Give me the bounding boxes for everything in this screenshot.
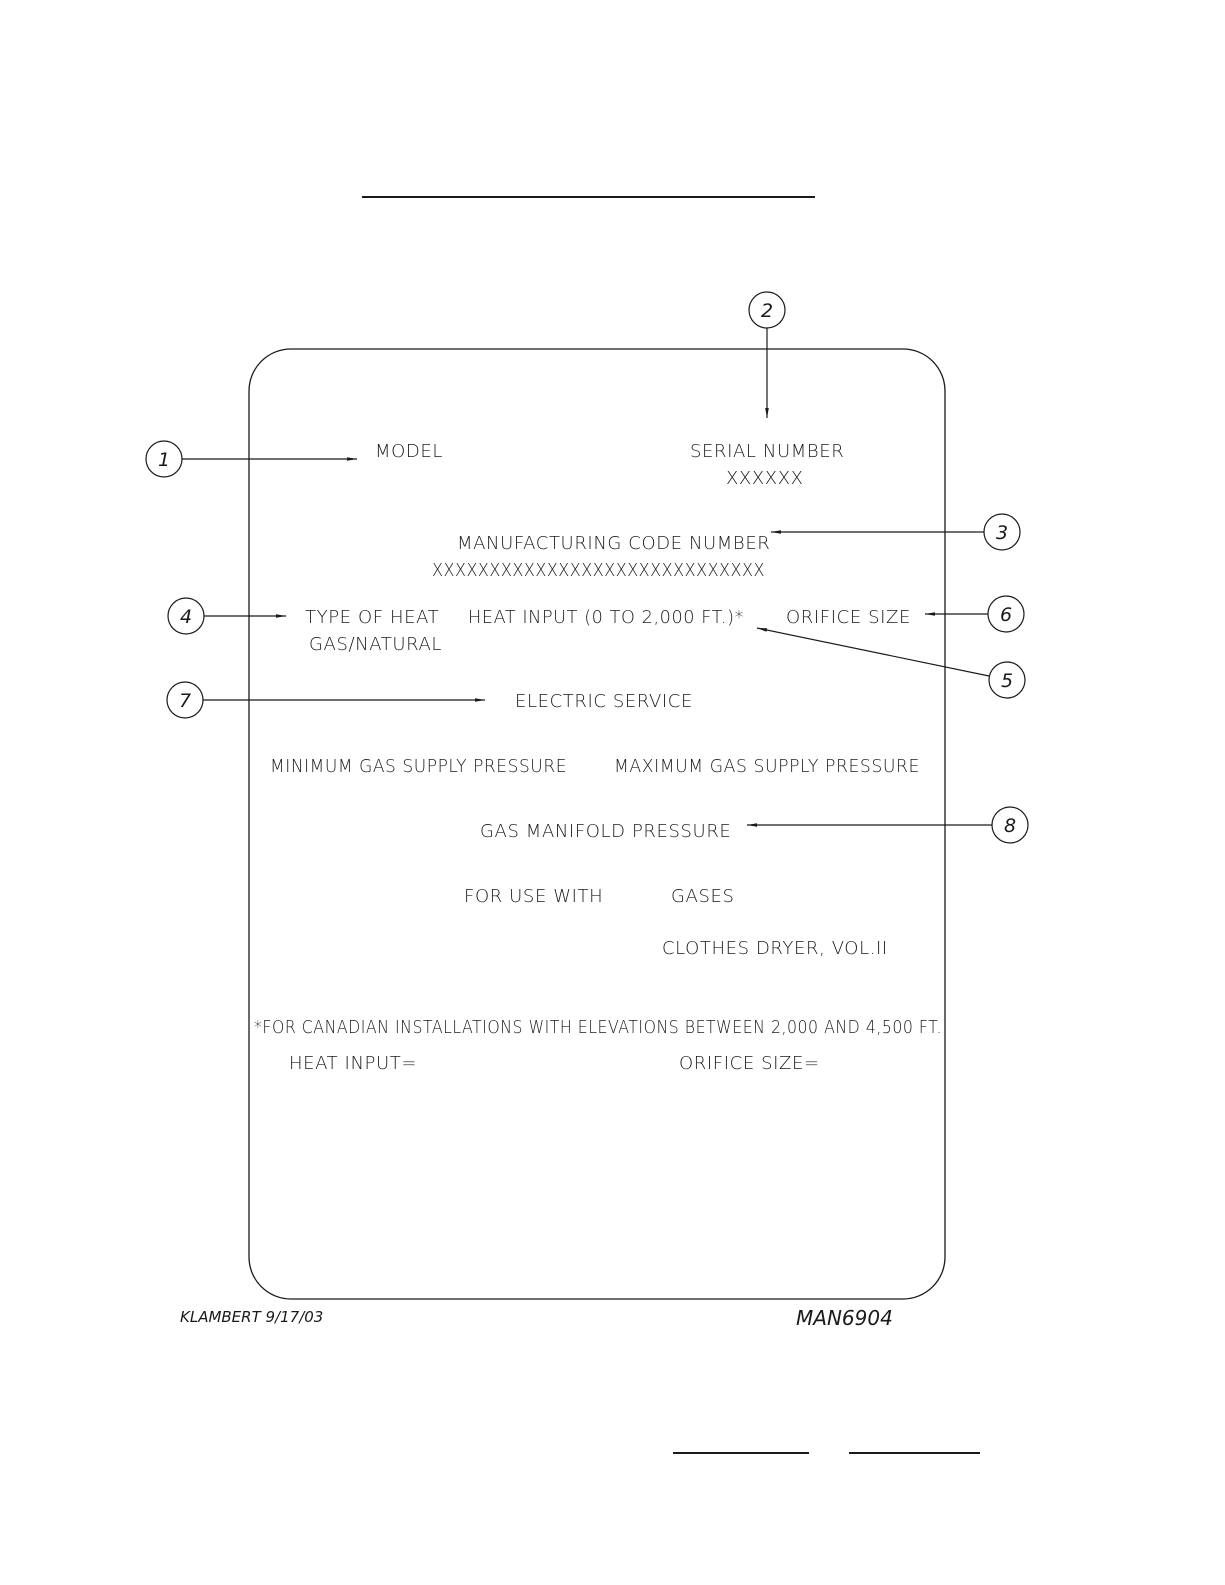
min-gas-pressure-label: MINIMUM GAS SUPPLY PRESSURE [270,756,567,777]
callout-5 [757,628,1025,698]
svg-text:3: 3 [995,522,1009,544]
heat-input-label: HEAT INPUT (0 TO 2,000 FT.)* [468,607,744,628]
gases-label: GASES [671,886,735,907]
heat-type-label: TYPE OF HEAT [305,607,440,628]
mfg-code-label: MANUFACTURING CODE NUMBER [457,533,771,554]
author-date: KLAMBERT 9/17/03 [180,1308,324,1326]
serial-number-label: SERIAL NUMBER [690,441,845,462]
callout-6 [925,596,1024,632]
max-gas-pressure-label: MAXIMUM GAS SUPPLY PRESSURE [614,756,920,777]
electric-service-label: ELECTRIC SERVICE [515,691,693,712]
canadian-note: *FOR CANADIAN INSTALLATIONS WITH ELEVATIONS BETWEEN 2,000 AND 4,500 FT. [254,1017,942,1038]
svg-text:6: 6 [999,604,1013,626]
callout-1 [146,441,357,477]
callout-8 [747,807,1028,843]
svg-text:4: 4 [179,606,193,628]
orifice-size-label: ORIFICE SIZE [786,607,911,628]
manifold-pressure-label: GAS MANIFOLD PRESSURE [480,821,732,842]
canadian-orifice-size: ORIFICE SIZE= [679,1053,820,1074]
svg-text:8: 8 [1003,815,1017,837]
mfg-code-value: XXXXXXXXXXXXXXXXXXXXXXXXXXXXX [432,560,765,581]
canadian-heat-input: HEAT INPUT= [289,1053,418,1074]
product-label: CLOTHES DRYER, VOL.II [662,938,888,959]
callout-4 [168,598,286,634]
drawing-number: MAN6904 [796,1306,893,1330]
model-label: MODEL [375,441,443,462]
callout-7 [167,682,485,718]
svg-text:1: 1 [157,449,171,471]
svg-text:2: 2 [760,300,774,322]
svg-text:5: 5 [1000,670,1014,692]
callout-3 [771,514,1020,550]
svg-text:7: 7 [178,690,192,712]
heat-type-value: GAS/NATURAL [309,634,443,655]
for-use-with-label: FOR USE WITH [464,886,604,907]
callout-2 [749,292,785,418]
serial-number-value: XXXXXX [726,468,804,489]
